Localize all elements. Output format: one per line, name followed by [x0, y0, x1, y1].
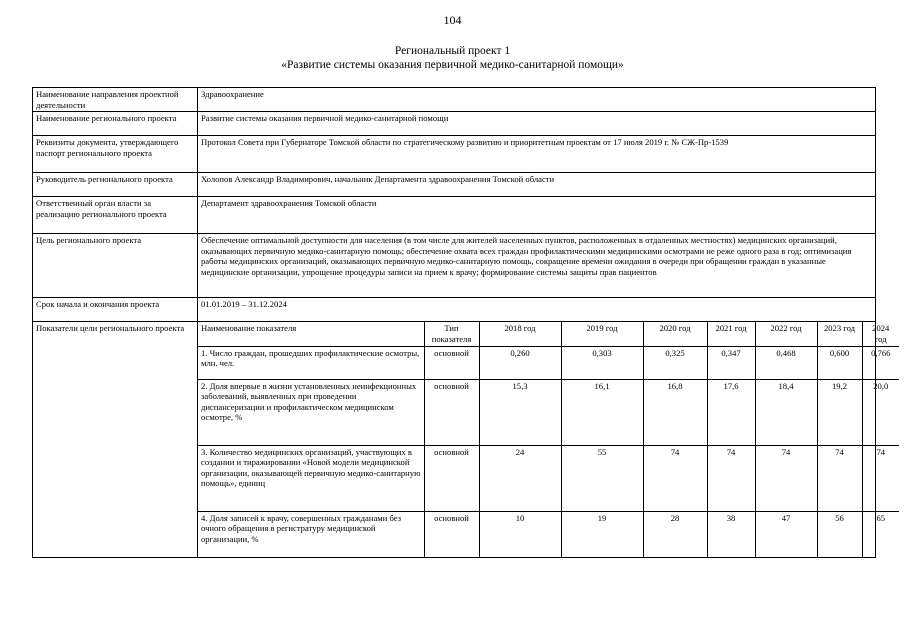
indicator-value: 28 [643, 511, 707, 557]
passport-table [32, 87, 891, 558]
table-row [33, 197, 876, 234]
page-number: 104 [443, 13, 462, 27]
table-row [33, 173, 876, 197]
indicators-header-row [198, 322, 899, 346]
page-title [0, 44, 905, 72]
indicator-type: основной [424, 379, 479, 445]
indicator-value: 55 [561, 445, 643, 511]
row-label: Показатели цели регионального проекта [33, 322, 198, 558]
indicator-name: 1. Число граждан, прошедших профилактические осмотры, млн. чел. [198, 346, 424, 379]
indicator-value: 38 [707, 511, 755, 557]
indicator-value: 24 [479, 445, 561, 511]
indicator-type: основной [424, 346, 479, 379]
indicator-value: 74 [707, 445, 755, 511]
indicator-value: 74 [817, 445, 862, 511]
indicator-value: 0,347 [707, 346, 755, 379]
indicator-value: 16,8 [643, 379, 707, 445]
header-type: Тип показателя [424, 322, 479, 346]
indicator-value: 15,3 [479, 379, 561, 445]
indicator-value: 0,600 [817, 346, 862, 379]
indicators-cell [198, 322, 891, 558]
indicator-type: основной [424, 445, 479, 511]
indicator-value: 20,0 [862, 379, 899, 445]
indicator-value: 19 [561, 511, 643, 557]
indicator-type: основной [424, 511, 479, 557]
row-label: Цель регионального проекта [33, 234, 198, 298]
indicator-value: 74 [755, 445, 817, 511]
indicator-value: 17,6 [707, 379, 755, 445]
indicator-row [198, 511, 899, 557]
row-label: Руководитель регионального проекта [33, 173, 198, 197]
indicator-value: 0,766 [862, 346, 899, 379]
row-value: Протокол Совета при Губернаторе Томской области по стратегическому развитию и приоритетным проектам от 17 июля 2019 г. № СЖ-Пр-1539 [198, 136, 876, 173]
header-year: 2023 год [817, 322, 862, 346]
table-row [33, 234, 876, 298]
row-label: Наименование регионального проекта [33, 112, 198, 136]
indicator-value: 18,4 [755, 379, 817, 445]
header-year: 2022 год [755, 322, 817, 346]
row-label: Наименование направления проектной деятельности [33, 88, 198, 112]
row-label: Срок начала и окончания проекта [33, 298, 198, 322]
indicator-row [198, 346, 899, 379]
indicator-row [198, 445, 899, 511]
row-label: Ответственный орган власти за реализацию регионального проекта [33, 197, 198, 234]
indicator-value: 19,2 [817, 379, 862, 445]
indicator-row [198, 379, 899, 445]
table-row [33, 88, 876, 112]
header-year: 2021 год [707, 322, 755, 346]
row-value: 01.01.2019 – 31.12.2024 [198, 298, 876, 322]
row-value: Обеспечение оптимальной доступности для населения (в том числе для жителей населенных пунктов, расположенных в отдаленных местностях) медицинских организаций, оказывающих первичную медико-санитарную помощь; обеспечение охвата всех граждан профилактическими медицинскими осмотрами не реже одного раза в год; оптимизация работы медицинских организаций, оказывающих первичную медико-санитарную помощь, сокращение времени ожидания в очереди при обращении граждан в указанные медицинские организации, упрощение процедуры записи на прием к врачу; формирование системы защиты прав пациентов [198, 234, 876, 298]
indicator-value: 74 [862, 445, 899, 511]
row-value: Развитие системы оказания первичной медико-санитарной помощи [198, 112, 876, 136]
indicator-value: 10 [479, 511, 561, 557]
table-row [33, 298, 876, 322]
header-name: Наименование показателя [198, 322, 424, 346]
table-row [33, 322, 876, 558]
indicator-value: 0,260 [479, 346, 561, 379]
header-year: 2018 год [479, 322, 561, 346]
indicators-table [198, 322, 899, 557]
row-value: Холопов Александр Владимирович, начальник Департамента здравоохранения Томской области [198, 173, 876, 197]
indicator-value: 47 [755, 511, 817, 557]
title-line-2: «Развитие системы оказания первичной медико-санитарной помощи» [281, 59, 624, 71]
indicator-value: 65 [862, 511, 899, 557]
indicator-value: 16,1 [561, 379, 643, 445]
header-year: 2019 год [561, 322, 643, 346]
table-row [33, 136, 876, 173]
row-label: Реквизиты документа, утверждающего паспорт регионального проекта [33, 136, 198, 173]
indicator-value: 56 [817, 511, 862, 557]
row-value: Департамент здравоохранения Томской области [198, 197, 876, 234]
title-line-1: Региональный проект 1 [394, 45, 511, 57]
indicator-value: 0,303 [561, 346, 643, 379]
header-year: 2020 год [643, 322, 707, 346]
row-value: Здравоохранение [198, 88, 876, 112]
header-year: 2024 год [862, 322, 899, 346]
table-row [33, 112, 876, 136]
indicator-value: 74 [643, 445, 707, 511]
indicator-name: 4. Доля записей к врачу, совершенных гражданами без очного обращения в регистратуру медицинской организации, % [198, 511, 424, 557]
indicator-value: 0,468 [755, 346, 817, 379]
indicator-value: 0,325 [643, 346, 707, 379]
indicator-name: 3. Количество медицинских организаций, участвующих в создании и тиражировании «Новой модели медицинской организации, оказывающей первичную медико-санитарную помощь», единиц [198, 445, 424, 511]
indicator-name: 2. Доля впервые в жизни установленных неинфекционных заболеваний, выявленных при проведении диспансеризации и профилактическом медицинском осмотре, % [198, 379, 424, 445]
